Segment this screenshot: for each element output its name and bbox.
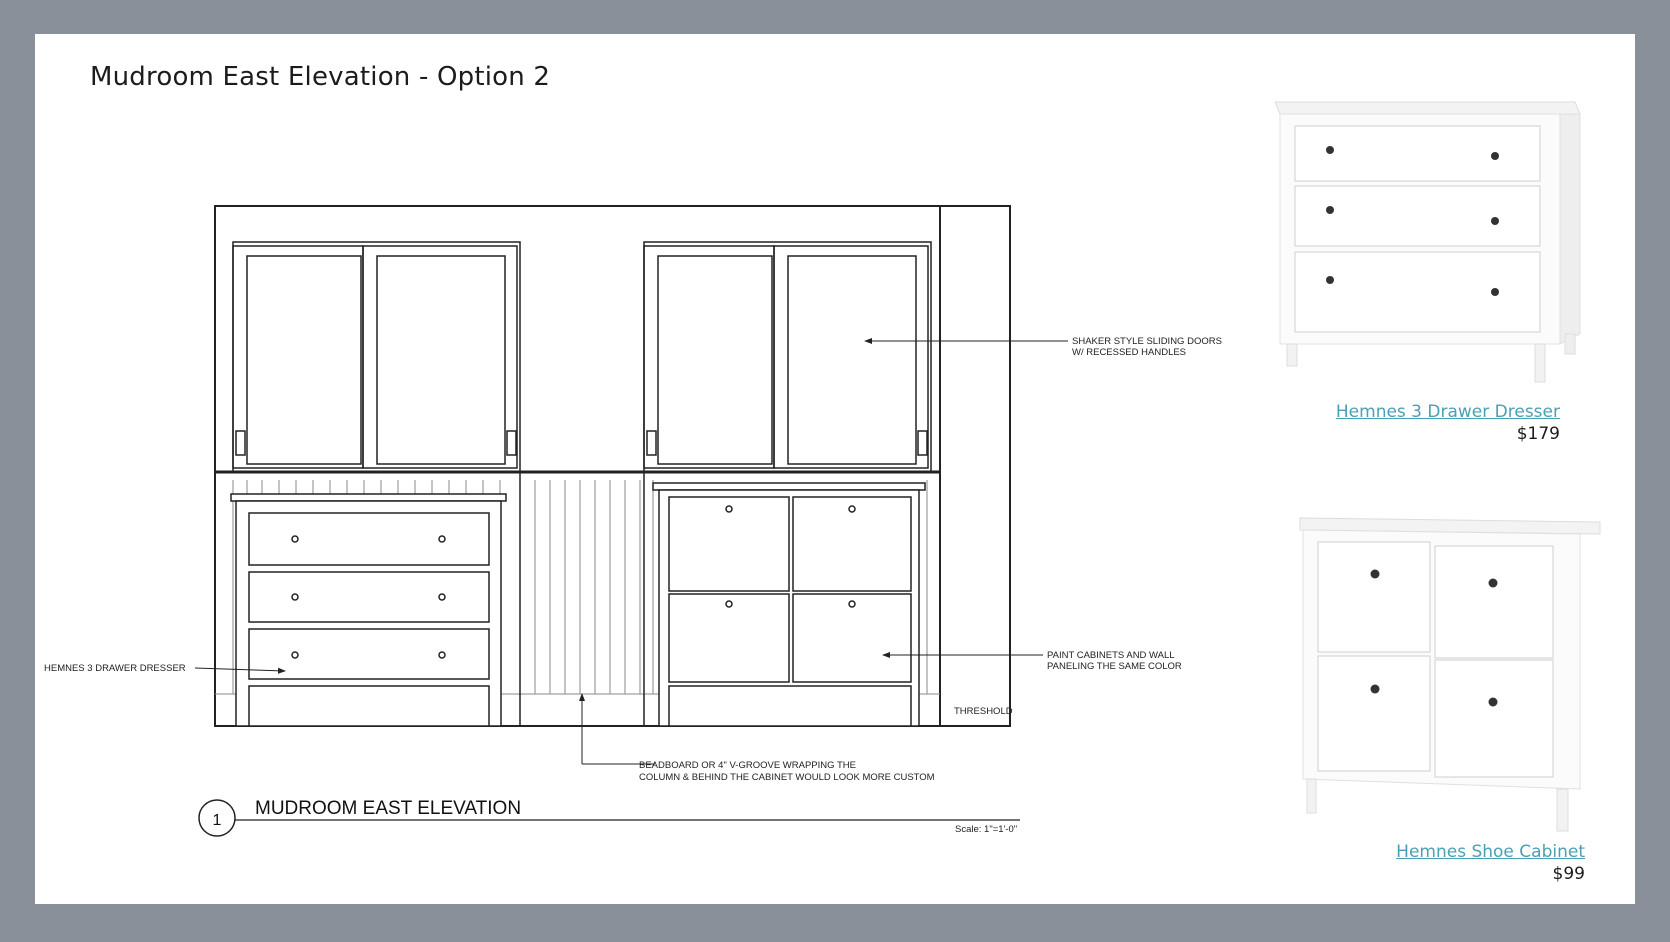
svg-text:COLUMN & BEHIND THE CABINET WO: COLUMN & BEHIND THE CABINET WOULD LOOK MORE CUSTOM <box>639 772 935 783</box>
callout-paint <box>883 650 1182 672</box>
threshold-label: THRESHOLD <box>954 706 1013 717</box>
hemnes-shoe-cabinet-image <box>1300 518 1600 831</box>
product-price-dresser: $179 <box>1516 424 1560 444</box>
upper-cabinet-left <box>233 242 520 472</box>
hemnes-dresser-image <box>1275 102 1580 382</box>
svg-text:1: 1 <box>212 812 222 829</box>
product-link-dresser[interactable]: Hemnes 3 Drawer Dresser <box>1335 402 1560 422</box>
svg-text:SHAKER STYLE SLIDING DOORS: SHAKER STYLE SLIDING DOORS <box>1072 336 1222 347</box>
dresser-elevation <box>231 494 506 726</box>
svg-text:Scale: 1"=1'-0": Scale: 1"=1'-0" <box>955 824 1018 835</box>
svg-text:HEMNES 3 DRAWER DRESSER: HEMNES 3 DRAWER DRESSER <box>44 663 186 674</box>
elevation-drawing <box>35 34 1635 904</box>
upper-cabinet-right <box>644 242 931 472</box>
slide-title: Mudroom East Elevation - Option 2 <box>90 62 551 92</box>
svg-text:BEADBOARD OR 4" V-GROOVE WRAPP: BEADBOARD OR 4" V-GROOVE WRAPPING THE <box>639 760 856 771</box>
shoe-cabinet-elevation <box>653 483 925 726</box>
product-price-shoe-cabinet: $99 <box>1552 864 1585 884</box>
elevation-tag <box>199 798 1020 836</box>
svg-text:PAINT CABINETS AND WALL: PAINT CABINETS AND WALL <box>1047 650 1175 661</box>
callout-sliding-doors <box>865 336 1222 358</box>
product-link-shoe-cabinet[interactable]: Hemnes Shoe Cabinet <box>1396 842 1585 862</box>
svg-text:MUDROOM EAST ELEVATION: MUDROOM EAST ELEVATION <box>255 798 522 819</box>
slide <box>35 34 1635 904</box>
svg-text:W/ RECESSED HANDLES: W/ RECESSED HANDLES <box>1072 347 1187 358</box>
svg-text:PANELING THE SAME COLOR: PANELING THE SAME COLOR <box>1047 661 1182 672</box>
